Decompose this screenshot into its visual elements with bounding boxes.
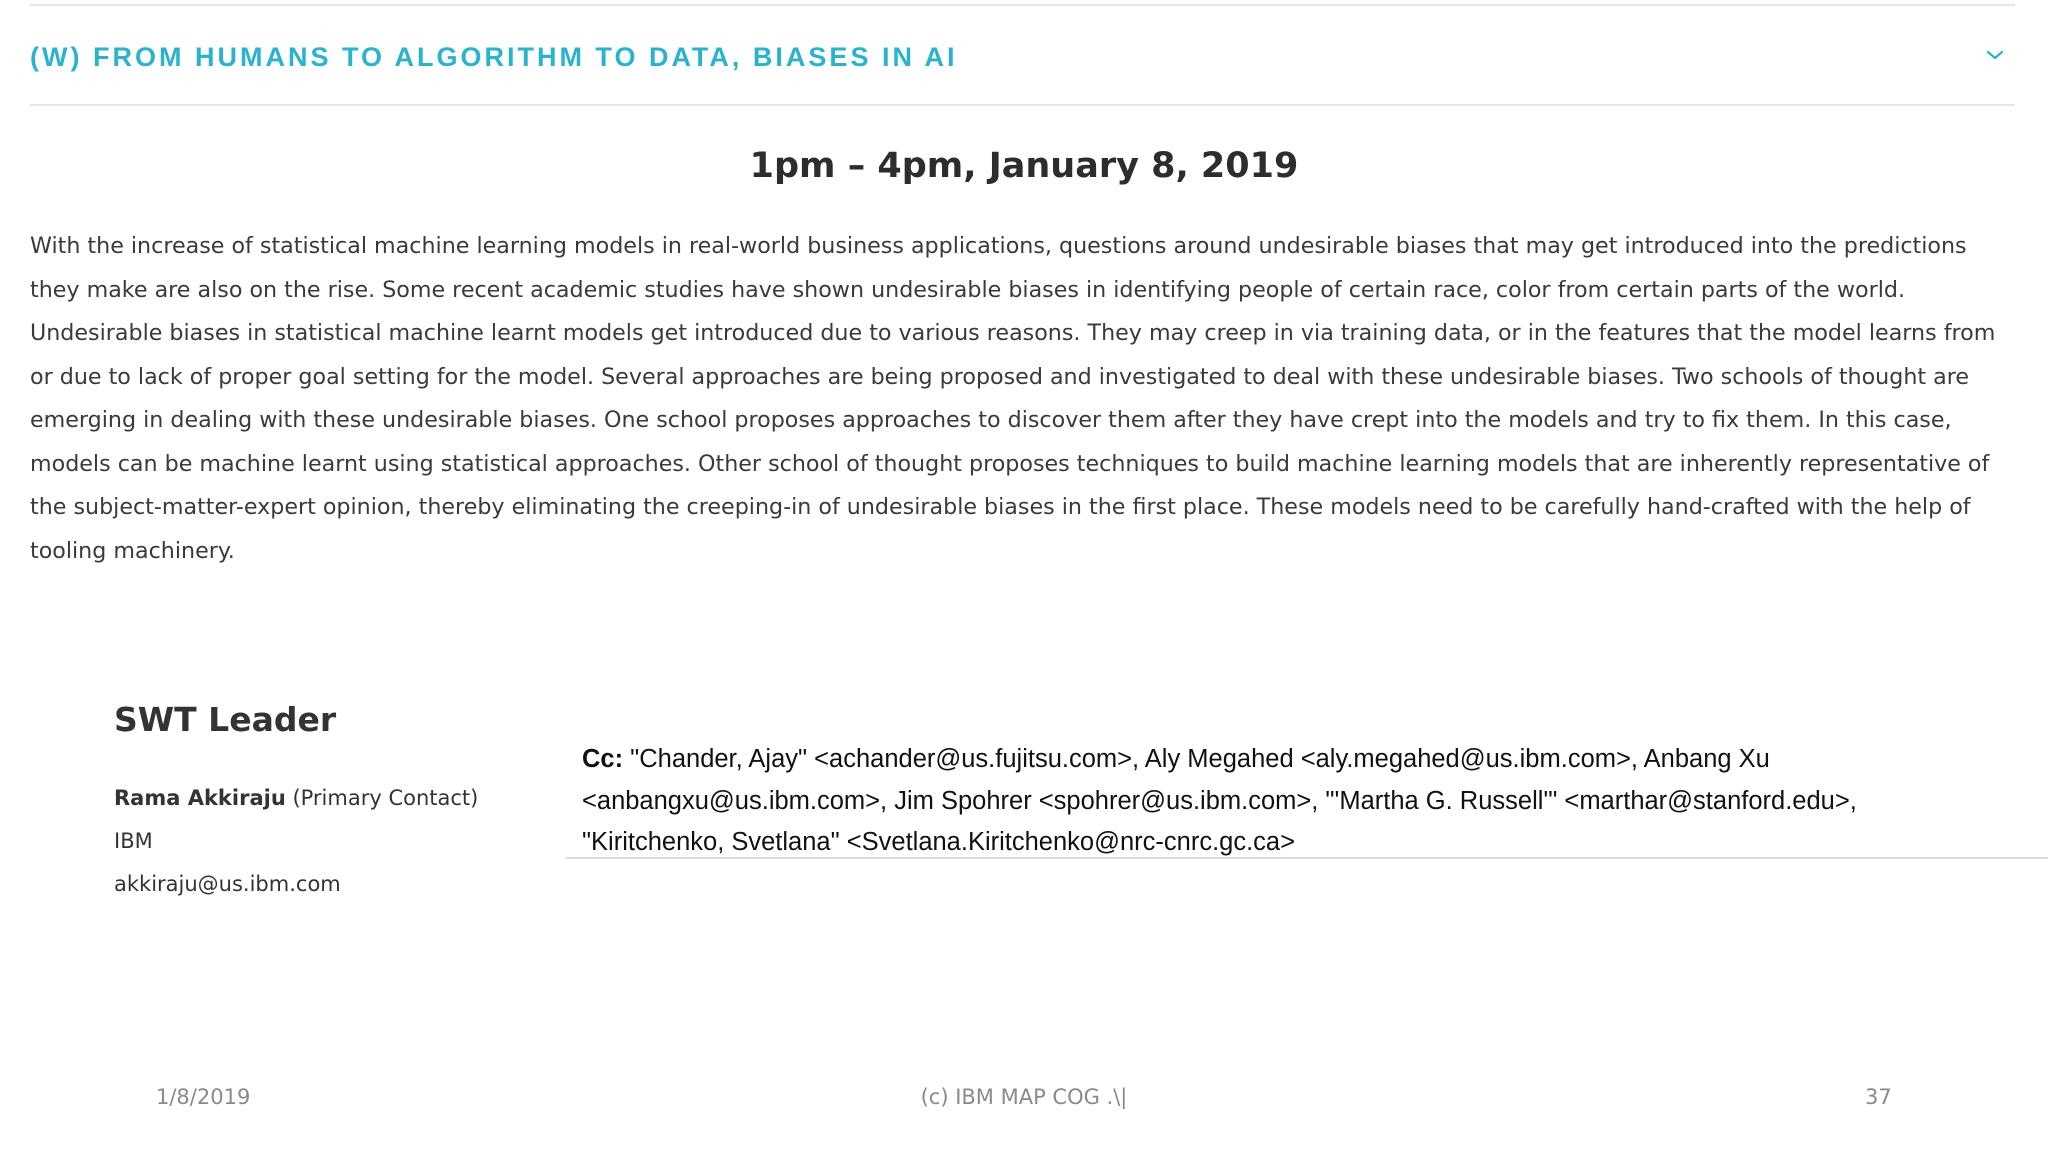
cc-label: Cc: [582, 745, 624, 773]
page-number: 37 [1865, 1085, 1892, 1109]
session-time: 1pm – 4pm, January 8, 2019 [749, 146, 1299, 186]
section-title: (W) FROM HUMANS TO ALGORITHM TO DATA, BIASES IN AI [30, 41, 958, 72]
leader-role: (Primary Contact) [285, 786, 479, 810]
session-description [30, 225, 2020, 573]
footer-date: 1/8/2019 [156, 1085, 251, 1109]
footer-copyright: (c) IBM MAP COG .\| [920, 1085, 1128, 1109]
leader-email[interactable]: akkiraju@us.ibm.com [114, 872, 341, 896]
cc-line: <anbangxu@us.ibm.com>, Jim Spohrer <spohrer@us.ibm.com>, "'Martha G. Russell'" <marthar@stanford.edu>, [582, 786, 1857, 815]
description-line: With the increase of statistical machine learning models in real-world business applications, questions around undesirable biases that may get introduced into the predictions [30, 233, 1967, 259]
description-line: emerging in dealing with these undesirable biases. One school proposes approaches to discover them after they have crept into the models and try to fix them. In this case, [30, 407, 1952, 433]
section-accordion-header[interactable] [30, 6, 2015, 106]
leader-org: IBM [114, 829, 153, 853]
cc-line [582, 739, 2048, 781]
description-line: Undesirable biases in statistical machine learnt models get introduced due to various reasons. They may creep in via training data, or in the features that the model learns from [30, 320, 1996, 346]
chevron-down-icon[interactable] [1983, 43, 2007, 67]
cc-text: "Chander, Ajay" <achander@us.fujitsu.com>, Aly Megahed <aly.megahed@us.ibm.com>, Anbang Xu [623, 745, 1770, 773]
cc-line: "Kiritchenko, Svetlana" <Svetlana.Kiritchenko@nrc-cnrc.gc.ca> [582, 828, 1295, 856]
cc-recipients [566, 739, 2048, 859]
leader-name: Rama Akkiraju [114, 786, 286, 810]
description-line: they make are also on the rise. Some recent academic studies have shown undesirable biases in identifying people of certain race, color from certain parts of the world. [30, 276, 1906, 303]
description-line: the subject-matter-expert opinion, thereby eliminating the creeping-in of undesirable biases in the first place. These models need to be carefully hand-crafted with the help of [30, 494, 1971, 520]
leader-heading: SWT Leader [114, 700, 337, 739]
description-line: or due to lack of proper goal setting for the model. Several approaches are being proposed and investigated to deal with these undesirable biases. Two schools of thought are [30, 363, 1970, 390]
description-line: tooling machinery. [30, 537, 235, 564]
leader-contact [114, 786, 478, 810]
description-line: models can be machine learnt using statistical approaches. Other school of thought proposes techniques to build machine learning models that are inherently representative of [30, 450, 1990, 477]
